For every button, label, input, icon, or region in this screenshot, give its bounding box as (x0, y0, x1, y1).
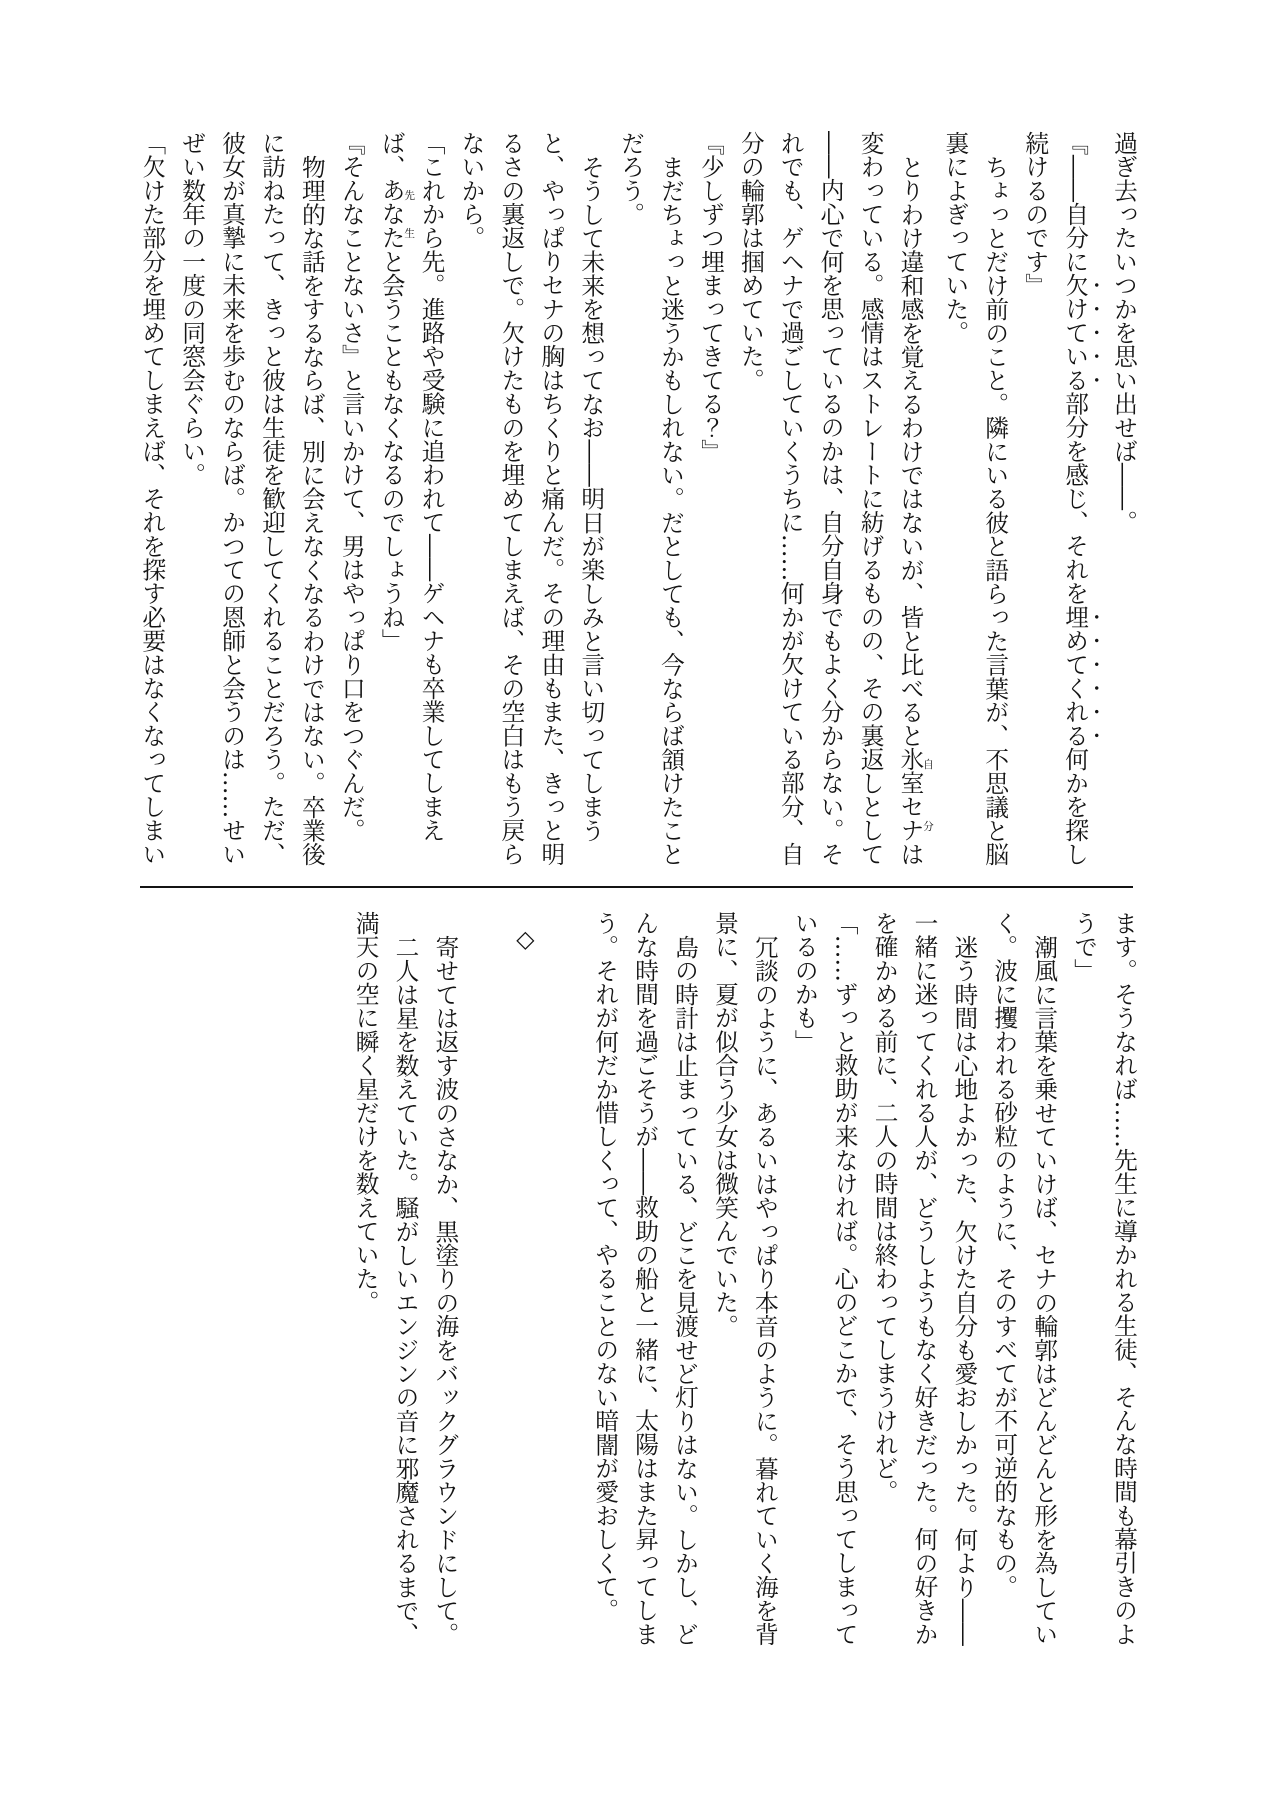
text-run: 『――自分に (1061, 131, 1090, 274)
paragraph (610, 131, 690, 871)
text-run: 「……ずっと救助が来なければ。心のどこかで、そう思ってしまっているのかも」 (790, 911, 859, 1646)
text-run: ます。そうなれば……先生に導かれる生徒、そんな時間も幕引きのようで」 (1070, 911, 1138, 1646)
text-run: 迷う時間は心地よかった、欠けた自分も愛おしかった。何より――一緒に迷ってくれる人が、どうしようもなく好きだった。何の好きかを確かめる前に、二人の時間は終わってしまうけれど。 (870, 911, 979, 1646)
text-run: 「欠けた部分を埋めてしまえば、それを探す必要はなくなってしまい (138, 131, 167, 866)
paragraph (934, 131, 1014, 871)
text-run: 島の時計は止まっている、どこを見渡せど灯りはない。しかし、どんな時間を過ごそうが――救助の船と一緒に、太陽はまた昇ってしまう。それが何だか惜しくって、やることのない暗闇が愛おしくて。 (591, 911, 700, 1646)
paragraph (1014, 131, 1103, 871)
text-run: ちょっとだけ前のこと。隣にいる彼と語らった言葉が、不思議と脳裏によぎっていた。 (941, 131, 1010, 866)
paragraph (584, 911, 704, 1651)
text-run: 二人は星を数えていた。騒がしいエンジンの音に邪魔されるまで、満天の空に瞬く星だけを数えていた。 (351, 911, 420, 1646)
paragraph (131, 131, 171, 871)
text-run: と会うこともなくなるのでしょうね」 (377, 249, 406, 653)
paragraph (1063, 911, 1143, 1651)
text-run: 過ぎ去ったいつかを思い出せば――。 (1110, 131, 1138, 534)
text-run: 寄せては返す波のさなか、黒塗りの海をバックグラウンドにして。 (431, 934, 460, 1646)
paragraph (704, 911, 784, 1651)
text-run: そうして未来を想ってなお――明日が楽しみと言い切ってしまうと、やっぱりセナの胸はちくりと痛んだ。その理由もまた、きっと明るさの裏返しで。欠けたものを埋めてしまえば、その空白はもう戻らないから。 (457, 131, 606, 866)
ruby-annotated-text: あなた先生 (377, 178, 417, 250)
paragraph (983, 911, 1063, 1651)
top-text-section (138, 131, 1143, 871)
paragraph (451, 131, 611, 871)
text-run: 潮風に言葉を乗せていけば、セナの輪郭はどんどんと形を為していく。波に攫われる砂粒のように、そのすべてが不可逆的なもの。 (990, 911, 1059, 1646)
paragraph (1103, 131, 1143, 871)
emphasis-dotted-text: 埋めてくれる (1061, 605, 1090, 748)
paragraph (730, 131, 935, 871)
section-divider-rule (140, 886, 1133, 888)
text-run: とりわけ違和感を覚えるわけではないが、皆と比べると (896, 154, 925, 748)
bottom-text-section (141, 911, 1143, 1651)
text-run: まだちょっと迷うかもしれない。だとしても、今ならば頷けたことだろう。 (617, 131, 686, 866)
paragraph (425, 911, 465, 1651)
text-run: は変わっている。感情はストレートに紡げるものの、その裏返しとして――内心で何を思っているのかは、自分自身でもよく分からない。それでも、ゲヘナで過ごしていくうちに……何かが欠けている部分、自分の輪郭は掴めていた。 (736, 131, 925, 866)
paragraph (690, 131, 730, 871)
paragraph (784, 911, 864, 1651)
paragraph (345, 911, 425, 1651)
text-run: 冗談のように、あるいはやっぱり本音のように。暮れていく海を背景に、夏が似合う少女は微笑んでいた。 (710, 911, 779, 1646)
emphasis-dotted-text: 欠けている (1061, 273, 1090, 392)
text-run: 何かを探し続けるのです』 (1021, 131, 1090, 866)
paragraph (371, 131, 451, 871)
text-run: 『少しずつ埋まってきてる？』 (696, 131, 725, 463)
text-run: ◇ (511, 925, 540, 954)
paragraph (864, 911, 984, 1651)
ruby-annotated-text: 氷室セナ自分 (896, 747, 935, 842)
scene-break-mark (504, 911, 544, 1651)
text-run: 「これから先。進路や受験に追われて――ゲヘナも卒業してしまえば、 (377, 131, 446, 842)
text-run: 『そんなことないさ』と言いかけて、男はやっぱり口をつぐんだ。 (337, 131, 366, 842)
paragraph (171, 131, 331, 871)
text-run: 物理的な話をするならば、別に会えなくなるわけではない。卒業後に訪ねたって、きっと彼は生徒を歓迎してくれることだろう。ただ、彼女が真摯に未来を歩むのならば。かつての恩師と会うのは……せいぜい数年の一度の同窓会ぐらい。 (178, 131, 326, 866)
text-run: 部分を感じ、それを (1061, 391, 1090, 605)
paragraph (331, 131, 371, 871)
